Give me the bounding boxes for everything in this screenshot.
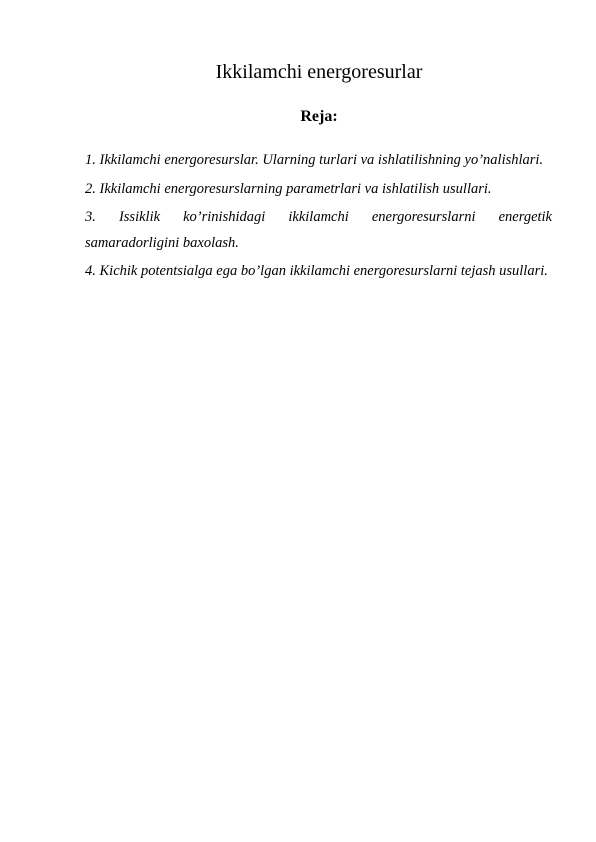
document-title: Ikkilamchi energoresurlar (215, 61, 423, 83)
plan-heading: Reja: (300, 108, 338, 125)
plan-item-1: 1. Ikkilamchi energoresurslar. Ularning turlari va ishlatilishning yo’nalishlari. (85, 152, 544, 168)
plan-item-4: 4. Kichik potentsialga ega bo’lgan ikkilamchi energoresurslarni tejash usullari. (85, 263, 548, 279)
plan-list (85, 148, 552, 288)
plan-item-3: 3. Issiklik ko’rinishidagi ikkilamchi energoresurslarni energetik samaradorligini baxolash. (85, 209, 552, 251)
plan-item-2: 2. Ikkilamchi energoresurslarning parametrlari va ishlatilish usullari. (85, 180, 492, 197)
